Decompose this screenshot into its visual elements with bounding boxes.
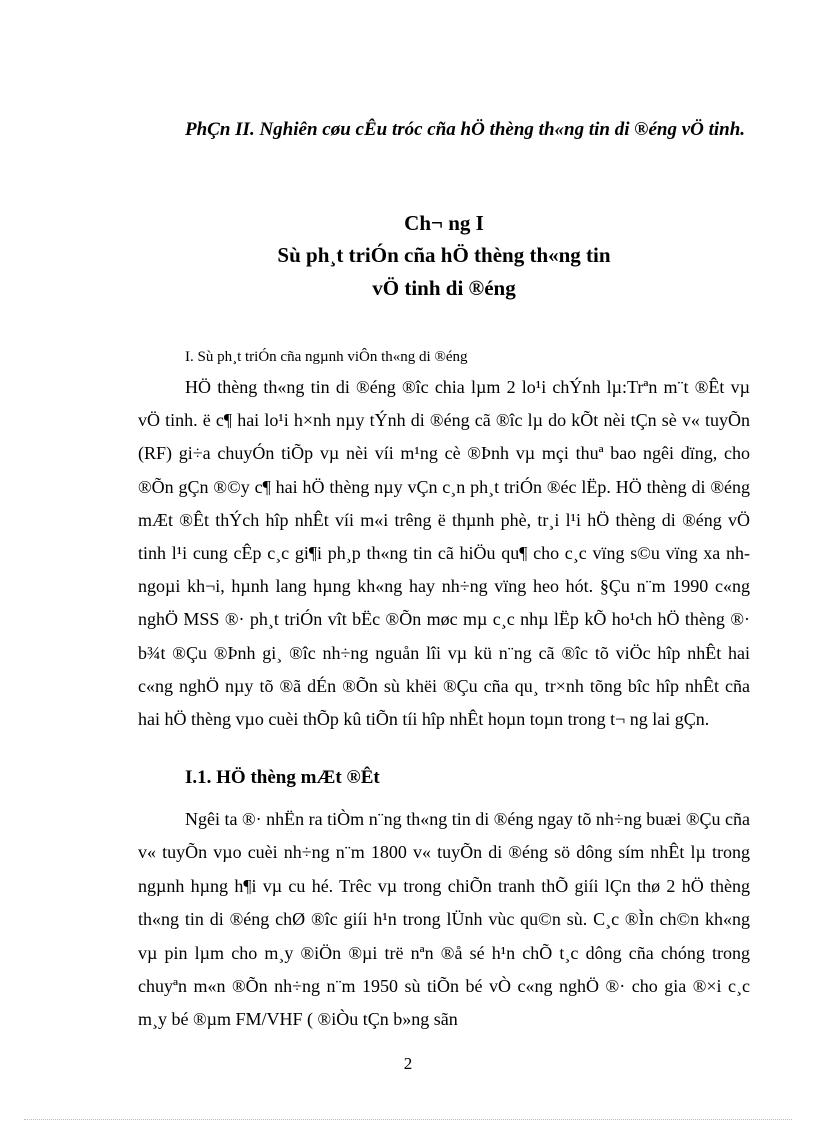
part-title: PhÇn II. Nghiên cøu cÊu tróc cña hÖ thèng th«ng tin di ®éng vÖ tinh. bbox=[185, 119, 746, 140]
chapter-title: Ch¬ ng I bbox=[404, 211, 484, 235]
chapter-subtitle-line-1: Sù ph¸t triÓn cña hÖ thèng th«ng tin bbox=[277, 243, 611, 267]
chapter-subtitle-line-2: vÖ tinh di ®éng bbox=[372, 276, 516, 300]
body-text-1 bbox=[138, 371, 750, 736]
page-bottom-divider bbox=[24, 1119, 792, 1120]
body-text-2 bbox=[138, 803, 750, 1037]
page-number: 2 bbox=[403, 1054, 413, 1073]
subsection-heading: I.1. HÖ thèng mÆt ®Êt bbox=[185, 767, 380, 788]
paragraph: HÖ thèng th«ng tin di ®éng ®îc chia lµm 2 lo¹i chÝnh lµ:Trªn m¨t ®Êt vµ vÖ tinh. ë c¶ hai lo¹i h×nh nµy tÝnh di ®éng cã ®îc lµ do kÕt nèi tÇn sè v« tuyÕn (RF) gi÷a chuyÓn tiÕp vµ nèi víi m¹ng cè ®Þnh vµ mçi thuª bao ngêi dïng, cho ®Õn gÇn ®©y c¶ hai hÖ thèng nµy vÇn c¸n ph¸t triÓn ®éc lËp. HÖ thèng di ®éng mÆt ®Êt thÝch hîp nhÊt víi m«i trêng ë thµnh phè, tr¸i l¹i hÖ thèng di ®éng vÖ tinh l¹i cung cÊp c¸c gi¶i ph¸p th«ng tin cã hiÖu qu¶ cho c¸c vïng s©u vïng xa nh ngoµi kh¬i, hµnh lang hµng kh«ng hay nh÷ng vïng heo hót. §Çu n¨m 1990 c«ng nghÖ MSS ®· ph¸t triÓn vît bËc ®Õn møc mµ c¸c nhµ lËp kÕ ho¹ch hÖ thèng ®· b¾t ®Çu ®Þnh gi¸ ®îc nh÷ng nguån lîi vµ kü n¨ng cã ®îc tõ viÖc hîp nhÊt hai c«ng nghÖ nµy tõ ®ã dÉn ®Õn sù khëi ®Çu cña qu¸ tr×nh tõng bîc hîp nhÊt cña hai hÖ thèng vµo cuèi thÕp kû tiÕn tíi hîp nhÊt hoµn toµn trong t¬ ng lai gÇn. bbox=[138, 377, 750, 730]
paragraph: Ngêi ta ®· nhËn ra tiÒm n¨ng th«ng tin di ®éng ngay tõ nh÷ng buæi ®Çu cña v« tuyÕn vµo cuèi nh÷ng n¨m 1800 v« tuyÕn di ®éng sö dông sím nhÊt lµ trong ngµnh hµng h¶i vµ cu hé. Trêc vµ trong chiÕn tranh thÕ giíi lÇn thø 2 hÖ thèng th«ng tin di ®éng chØ ®îc giíi h¹n trong lÜnh vùc qu©n sù. C¸c ®Ìn ch©n kh«ng vµ pin lµm cho m¸y ®iÖn ®µi trë nªn ®å sé h¹n chÕ t¸c dông cña chóng trong chuyªn m«n ®Õn nh÷ng n¨m 1950 sù tiÕn bé vÒ c«ng nghÖ ®· cho gia ®×i c¸c m¸y bé ®µm FM/VHF ( ®iÒu tÇn b»ng sãn bbox=[138, 809, 750, 1030]
section-heading: I. Sù ph¸t triÓn cña ngµnh viÔn th«ng di ®éng bbox=[185, 349, 468, 365]
